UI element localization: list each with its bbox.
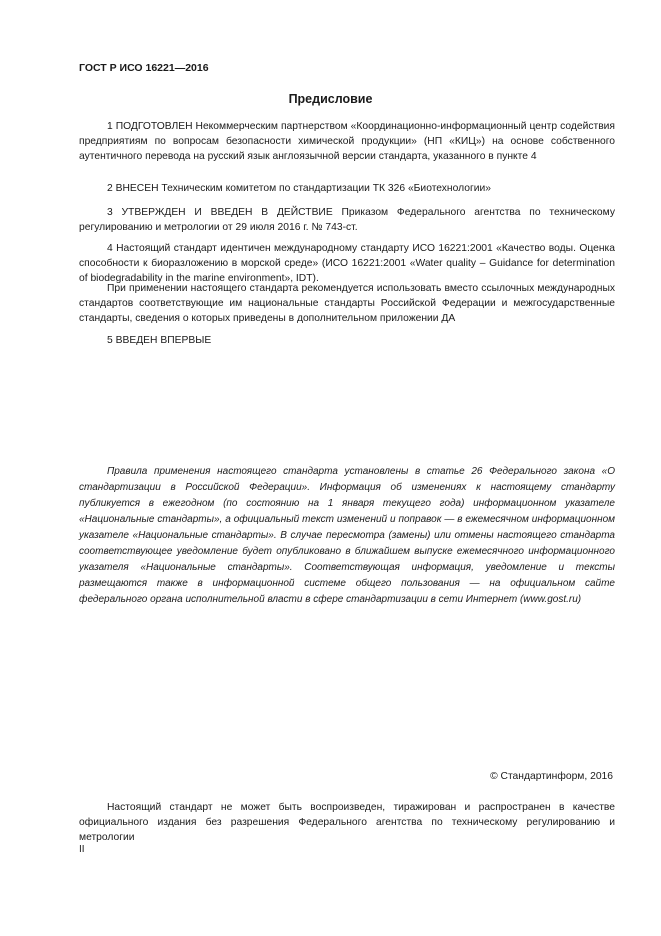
item-3-approved: 3 УТВЕРЖДЕН И ВВЕДЕН В ДЕЙСТВИЕ Приказом Федерального агентства по техническому регулированию и метрологии от 29 июля 2016 г. № 743-ст. bbox=[79, 207, 615, 233]
standardization-notice: Правила применения настоящего стандарта установлены в статье 26 Федерального закона «О стандартизации в Российской Федерации». Информация об изменениях к настоящему стандарту публикуется в ежегодном (по состоянию на 1 января текущего года) информационном указателе «Национальные стандарты», а официальный текст изменений и поправок — в ежемесячном информационном указателе «Национальные стандарты». В случае пересмотра (замены) или отмены настоящего стандарта соответствующее уведомление будет опубликовано в ближайшем выпуске ежемесячного информационного указателя «Национальные стандарты». Соответствующая информация, уведомление и тексты размещаются также в информационной системе общего пользования — на официальном сайте федерального органа исполнительной власти в сфере стандартизации в сети Интернет (www.gost.ru) bbox=[79, 466, 615, 605]
item-4-identical: 4 Настоящий стандарт идентичен международному стандарту ИСО 16221:2001 «Качество воды. Оценка способности к биоразложению в морской среде» (ИСО 16221:2001 «Water quality – Guidance for determination of biodegradability in the marine environment», IDT). bbox=[79, 243, 615, 284]
item-2-submitted: 2 ВНЕСЕН Техническим комитетом по стандартизации ТК 326 «Биотехнологии» bbox=[107, 183, 491, 194]
document-header-id: ГОСТ Р ИСО 16221—2016 bbox=[79, 62, 209, 74]
reproduction-rights-notice: Настоящий стандарт не может быть воспроизведен, тиражирован и распространен в качестве официального издания без разрешения Федерального агентства по техническому регулированию и метрологии bbox=[79, 802, 615, 843]
page-title: Предисловие bbox=[288, 92, 373, 106]
item-1-prepared: 1 ПОДГОТОВЛЕН Некоммерческим партнерством «Координационно-информационный центр содействия предприятиям по вопросам безопасности химической продукции» (НП «КИЦ») на основе собственного аутентичного перевода на русский язык англоязычной версии стандарта, указанного в пункте 4 bbox=[79, 121, 615, 162]
item-5-first-introduced: 5 ВВЕДЕН ВПЕРВЫЕ bbox=[107, 335, 212, 346]
page-number: II bbox=[79, 844, 85, 855]
copyright-line: © Стандартинформ, 2016 bbox=[490, 771, 613, 782]
item-4-reference-note: При применении настоящего стандарта рекомендуется использовать вместо ссылочных международных стандартов соответствующие им национальные стандарты Российской Федерации и межгосударственные стандарты, сведения о которых приведены в дополнительном приложении ДА bbox=[79, 283, 615, 324]
